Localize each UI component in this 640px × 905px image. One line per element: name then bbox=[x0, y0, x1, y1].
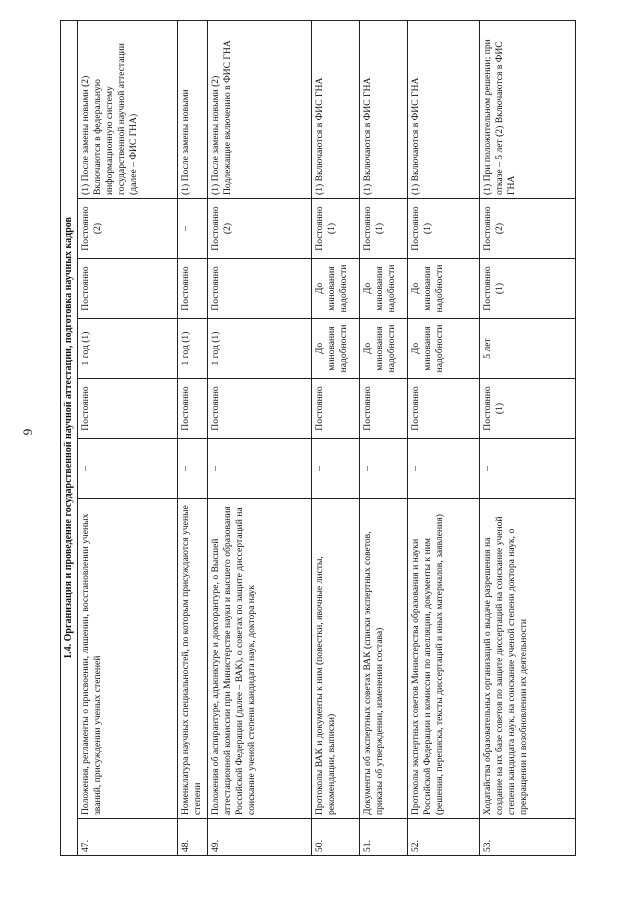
row-number: 51. bbox=[360, 819, 408, 856]
cell-col3: – bbox=[178, 439, 208, 499]
document-name: Документы об экспертных советах ВАК (списки экспертных советов, приказы об утверждении, изменении состава) bbox=[360, 499, 408, 819]
row-number: 53. bbox=[480, 819, 576, 856]
cell-col4: Постоянно bbox=[208, 379, 312, 439]
table-row bbox=[312, 20, 360, 855]
cell-col5: До минования надобности bbox=[312, 319, 360, 379]
cell-col4: Постоянно (1) bbox=[480, 379, 576, 439]
cell-col5: До минования надобности bbox=[408, 319, 480, 379]
document-name: Протоколы экспертных советов Министерства образования и науки Российской Федерации и комиссии по апелляции, документы к ним (решения, переписка, тексты диссертаций и иных материалов, заявления) bbox=[408, 499, 480, 819]
cell-col4: Постоянно bbox=[312, 379, 360, 439]
row-number: 50. bbox=[312, 819, 360, 856]
page-number: 9 bbox=[20, 428, 35, 436]
cell-col6: Постоянно bbox=[178, 259, 208, 319]
cell-col7: Постоянно (2) bbox=[208, 199, 312, 259]
cell-col7: Постоянно (1) bbox=[360, 199, 408, 259]
cell-col7: – bbox=[178, 199, 208, 259]
table-row bbox=[78, 20, 178, 855]
cell-col3: – bbox=[480, 439, 576, 499]
cell-col6: До минования надобности bbox=[360, 259, 408, 319]
document-name: Положения об аспирантуре, адъюнктуре и докторантуре, о Высшей аттестационной комиссии при Министерстве науки и высшего образования Российской Федерации (далее – ВАК), о советах по защите диссертаций на соискание ученой степени кандидата наук, доктора наук bbox=[208, 499, 312, 819]
cell-col7: Постоянно (1) bbox=[408, 199, 480, 259]
cell-col6: Постоянно bbox=[78, 259, 178, 319]
document-name: Ходатайства образовательных организаций о выдаче разрешения на создание на их базе советов по защите диссертаций на соискание ученой степени кандидата наук, на соискание ученой степени доктора наук, о прекращении и возобновлении их деятельности bbox=[480, 499, 576, 819]
cell-col5: 1 год (1) bbox=[78, 319, 178, 379]
row-number: 49. bbox=[208, 819, 312, 856]
note-cell: (1) Включаются в ФИС ГНА bbox=[360, 20, 408, 198]
note-cell: (1) После замены новыми (2) Подлежащие включению в ФИС ГНА bbox=[208, 20, 312, 198]
note-cell: (1) Включаются в ФИС ГНА bbox=[312, 20, 360, 198]
cell-col3: – bbox=[360, 439, 408, 499]
row-number: 47. bbox=[78, 819, 178, 856]
cell-col5: 1 год (1) bbox=[178, 319, 208, 379]
cell-col6: До минования надобности bbox=[312, 259, 360, 319]
cell-col6: До минования надобности bbox=[408, 259, 480, 319]
cell-col4: Постоянно bbox=[360, 379, 408, 439]
retention-table bbox=[60, 20, 576, 856]
cell-col3: – bbox=[408, 439, 480, 499]
document-name: Положения, регламенты о присвоении, лишении, восстановлении ученых званий, присуждении ученых степеней bbox=[78, 499, 178, 819]
cell-col3: – bbox=[208, 439, 312, 499]
table-row bbox=[360, 20, 408, 855]
table-row bbox=[178, 20, 208, 855]
cell-col7: Постоянно (2) bbox=[78, 199, 178, 259]
cell-col3: – bbox=[312, 439, 360, 499]
note-cell: (1) Включаются в ФИС ГНА bbox=[408, 20, 480, 198]
cell-col5: 1 год (1) bbox=[208, 319, 312, 379]
cell-col5: 5 лет bbox=[480, 319, 576, 379]
section-header-row bbox=[61, 20, 78, 855]
row-number: 52. bbox=[408, 819, 480, 856]
document-table-rotated bbox=[60, 21, 620, 856]
cell-col4: Постоянно bbox=[178, 379, 208, 439]
document-name: Протоколы ВАК и документы к ним (повестки, явочные листы, рекомендации, выписки) bbox=[312, 499, 360, 819]
row-number: 48. bbox=[178, 819, 208, 856]
section-title: 1.4. Организация и проведение государственной научной аттестации, подготовка научных кадров bbox=[61, 20, 78, 855]
cell-col3: – bbox=[78, 439, 178, 499]
cell-col7: Постоянно (1) bbox=[312, 199, 360, 259]
note-cell: (1) При положительном решении; при отказе – 5 лет (2) Включаются в ФИС ГНА bbox=[480, 20, 576, 198]
cell-col7: Постоянно (2) bbox=[480, 199, 576, 259]
cell-col4: Постоянно bbox=[408, 379, 480, 439]
cell-col4: Постоянно bbox=[78, 379, 178, 439]
cell-col5: До минования надобности bbox=[360, 319, 408, 379]
table-row bbox=[208, 20, 312, 855]
table-row bbox=[408, 20, 480, 855]
document-name: Номенклатура научных специальностей, по которым присуждаются ученые степени bbox=[178, 499, 208, 819]
note-cell: (1) После замены новыми bbox=[178, 20, 208, 198]
table-row bbox=[480, 20, 576, 855]
cell-col6: Постоянно bbox=[208, 259, 312, 319]
cell-col6: Постоянно (1) bbox=[480, 259, 576, 319]
note-cell: (1) После замены новыми (2) Включаются в федеральную информационную систему государственной научной аттестации (далее – ФИС ГНА) bbox=[78, 20, 178, 198]
